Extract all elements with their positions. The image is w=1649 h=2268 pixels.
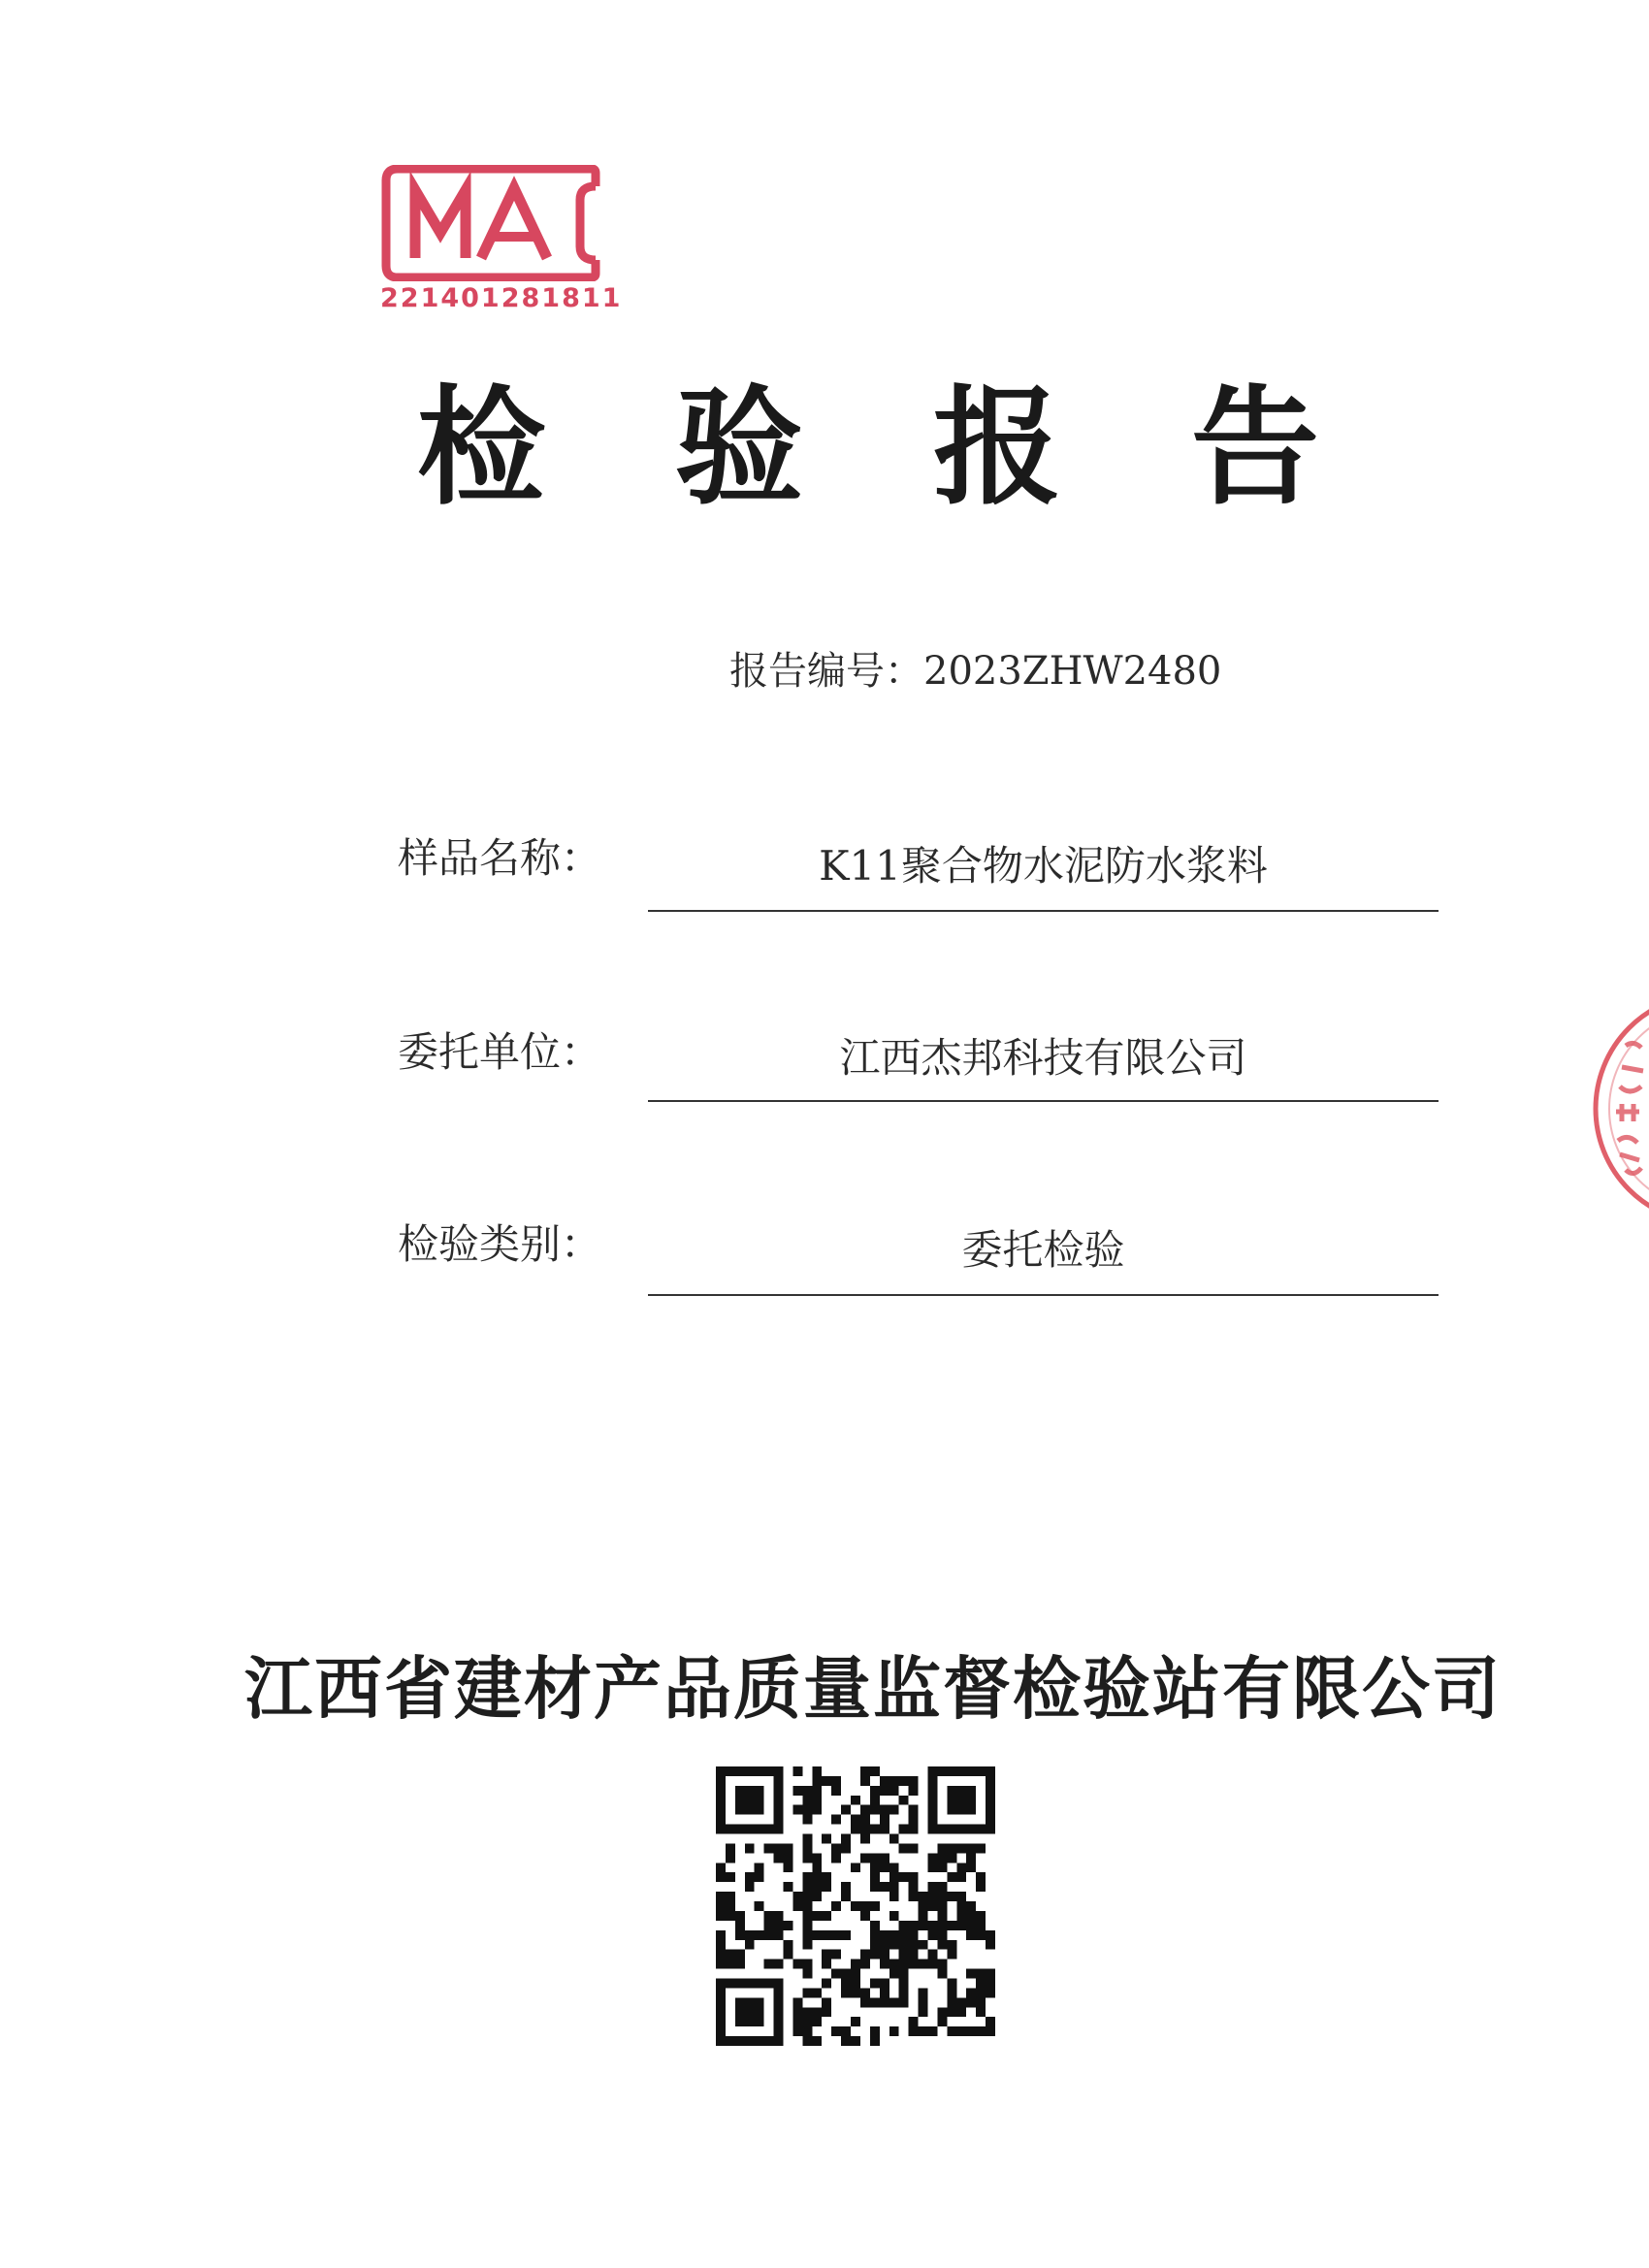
qr-code-icon bbox=[716, 1766, 995, 2047]
client-label: 委托单位： bbox=[398, 1028, 602, 1076]
title-char: 报 bbox=[933, 373, 1061, 523]
title-char: 检 bbox=[417, 373, 545, 523]
title-char: 验 bbox=[675, 373, 803, 523]
report-number bbox=[729, 640, 1221, 696]
issuing-company: 江西省建材产品质量监督检验站有限公司 bbox=[244, 1649, 1502, 1729]
client-value: 江西杰邦科技有限公司 bbox=[839, 1034, 1247, 1082]
cma-mark-icon bbox=[380, 165, 613, 281]
inspection-type-value: 委托检验 bbox=[961, 1226, 1125, 1274]
seal-stamp bbox=[1579, 978, 1649, 1240]
report-number-value: 2023ZHW2480 bbox=[923, 649, 1222, 694]
report-title bbox=[417, 344, 1319, 529]
title-char: 告 bbox=[1191, 373, 1319, 523]
sample-name-value: K11聚合物水泥防水浆料 bbox=[819, 842, 1268, 890]
inspection-type-label: 检验类别： bbox=[398, 1220, 602, 1268]
cma-logo bbox=[380, 165, 623, 330]
report-number-label: 报告编号： bbox=[729, 649, 923, 694]
inspection-type-underline bbox=[648, 1294, 1439, 1296]
cma-number: 221401281811 bbox=[380, 283, 623, 313]
sample-name-underline bbox=[648, 910, 1439, 912]
sample-name-label: 样品名称： bbox=[398, 834, 602, 882]
client-underline bbox=[648, 1100, 1439, 1102]
